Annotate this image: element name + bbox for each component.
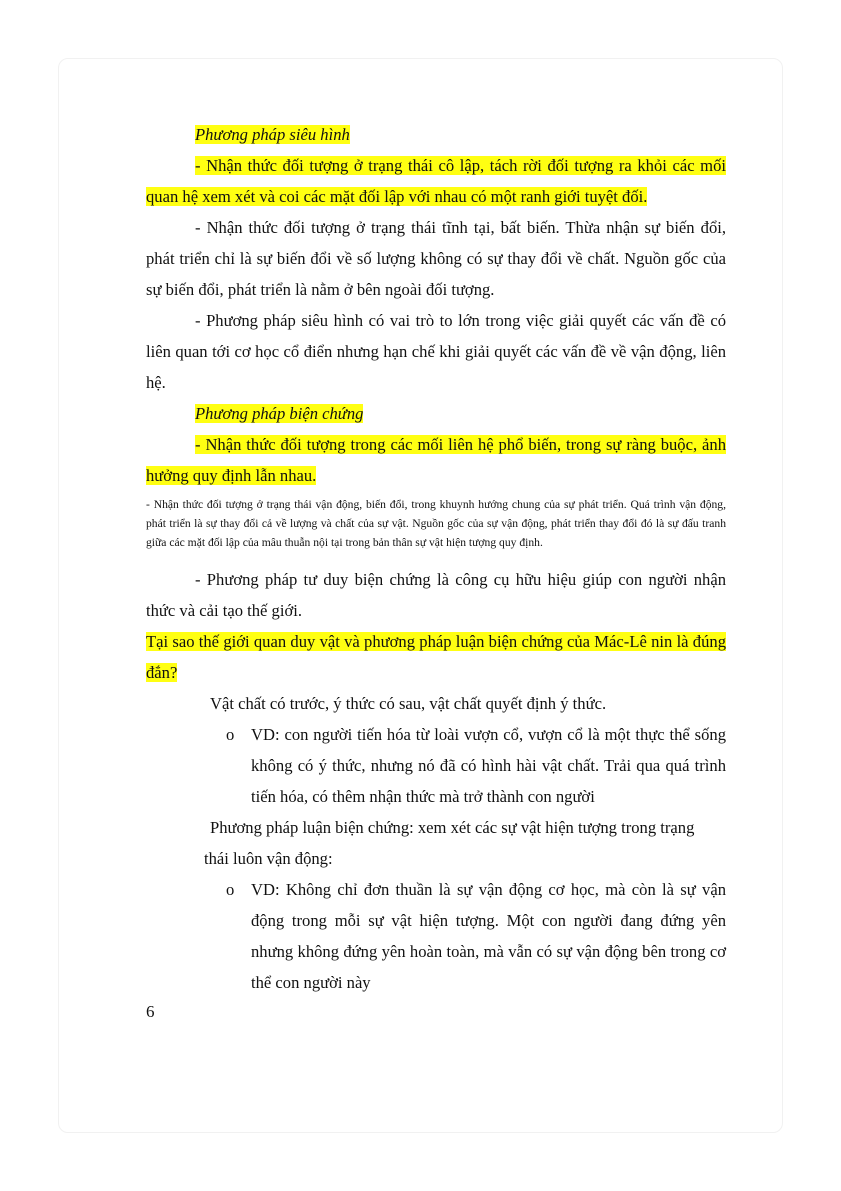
- paragraph-dialectical-relations: - Nhận thức đối tượng trong các mối liên hệ phổ biến, trong sự ràng buộc, ảnh hưởng quy định lẫn nhau.: [146, 435, 726, 485]
- page-number: 6: [146, 1002, 155, 1021]
- bullet-item-matter-first: [146, 688, 726, 719]
- paragraph-metaphysical-isolation: - Nhận thức đối tượng ở trạng thái cô lập, tách rời đối tượng ra khỏi các mối quan hệ xem xét và coi các mặt đối lập với nhau có một ranh giới tuyệt đối.: [146, 156, 726, 206]
- heading-metaphysical-method: Phương pháp siêu hình: [195, 125, 350, 144]
- question-heading: Tại sao thế giới quan duy vật và phương pháp luận biện chứng của Mác-Lê nin là đúng đắn?: [146, 632, 726, 682]
- sub-bullet-text: VD: Không chỉ đơn thuần là sự vận động cơ học, mà còn là sự vận động trong mỗi sự vật hiện tượng. Một con người đang đứng yên nhưng không đứng yên hoàn toàn, mà vẫn có sự vận động bên trong cơ thể con người này: [251, 880, 726, 992]
- circle-bullet-icon: o: [226, 725, 235, 744]
- bullet-text: Phương pháp luận biện chứng: xem xét các sự vật hiện tượng trong trạng: [210, 818, 695, 837]
- paragraph-dialectical-tool: - Phương pháp tư duy biện chứng là công cụ hữu hiệu giúp con người nhận thức và cải tạo thế giới.: [146, 570, 726, 620]
- bullet-item-dialectical-methodology: [146, 812, 726, 843]
- spacer: [146, 552, 726, 564]
- circle-bullet-icon: o: [226, 880, 235, 899]
- paragraph-dialectical-motion-small: - Nhận thức đối tượng ở trạng thái vận động, biến đổi, trong khuynh hướng chung của sự phát triển. Quá trình vận động, phát triển là sự thay đổi cả về lượng và chất của sự vật. Nguồn gốc của sự vận động, phát triển thay đổi đó là sự đấu tranh giữa các mặt đối lập của mâu thuẫn nội tại trong bản thân sự vật hiện tượng quy định.: [146, 498, 726, 549]
- bullet-text-continuation: thái luôn vận động:: [204, 849, 333, 868]
- paragraph-metaphysical-static: - Nhận thức đối tượng ở trạng thái tĩnh tại, bất biến. Thừa nhận sự biến đổi, phát triển chỉ là sự biến đổi về số lượng không có sự thay đổi về chất. Nguồn gốc của sự biến đổi, phát triển là nằm ở bên ngoài đối tượng.: [146, 218, 726, 299]
- sub-bullet-item-evolution-example: [146, 719, 726, 812]
- sub-bullet-text: VD: con người tiến hóa từ loài vượn cổ, vượn cổ là một thực thể sống không có ý thức, nhưng nó đã có hình hài vật chất. Trải qua quá trình tiến hóa, có thêm nhận thức mà trở thành con người: [251, 725, 726, 806]
- document-body: [146, 119, 726, 998]
- paragraph-metaphysical-role: - Phương pháp siêu hình có vai trò to lớn trong việc giải quyết các vấn đề có liên quan tới cơ học cổ điển nhưng hạn chế khi giải quyết các vấn đề về vận động, liên hệ.: [146, 311, 726, 392]
- sub-bullet-item-motion-example: [146, 874, 726, 998]
- heading-dialectical-method: Phương pháp biện chứng: [195, 404, 364, 423]
- bullet-text: Vật chất có trước, ý thức có sau, vật chất quyết định ý thức.: [210, 694, 607, 713]
